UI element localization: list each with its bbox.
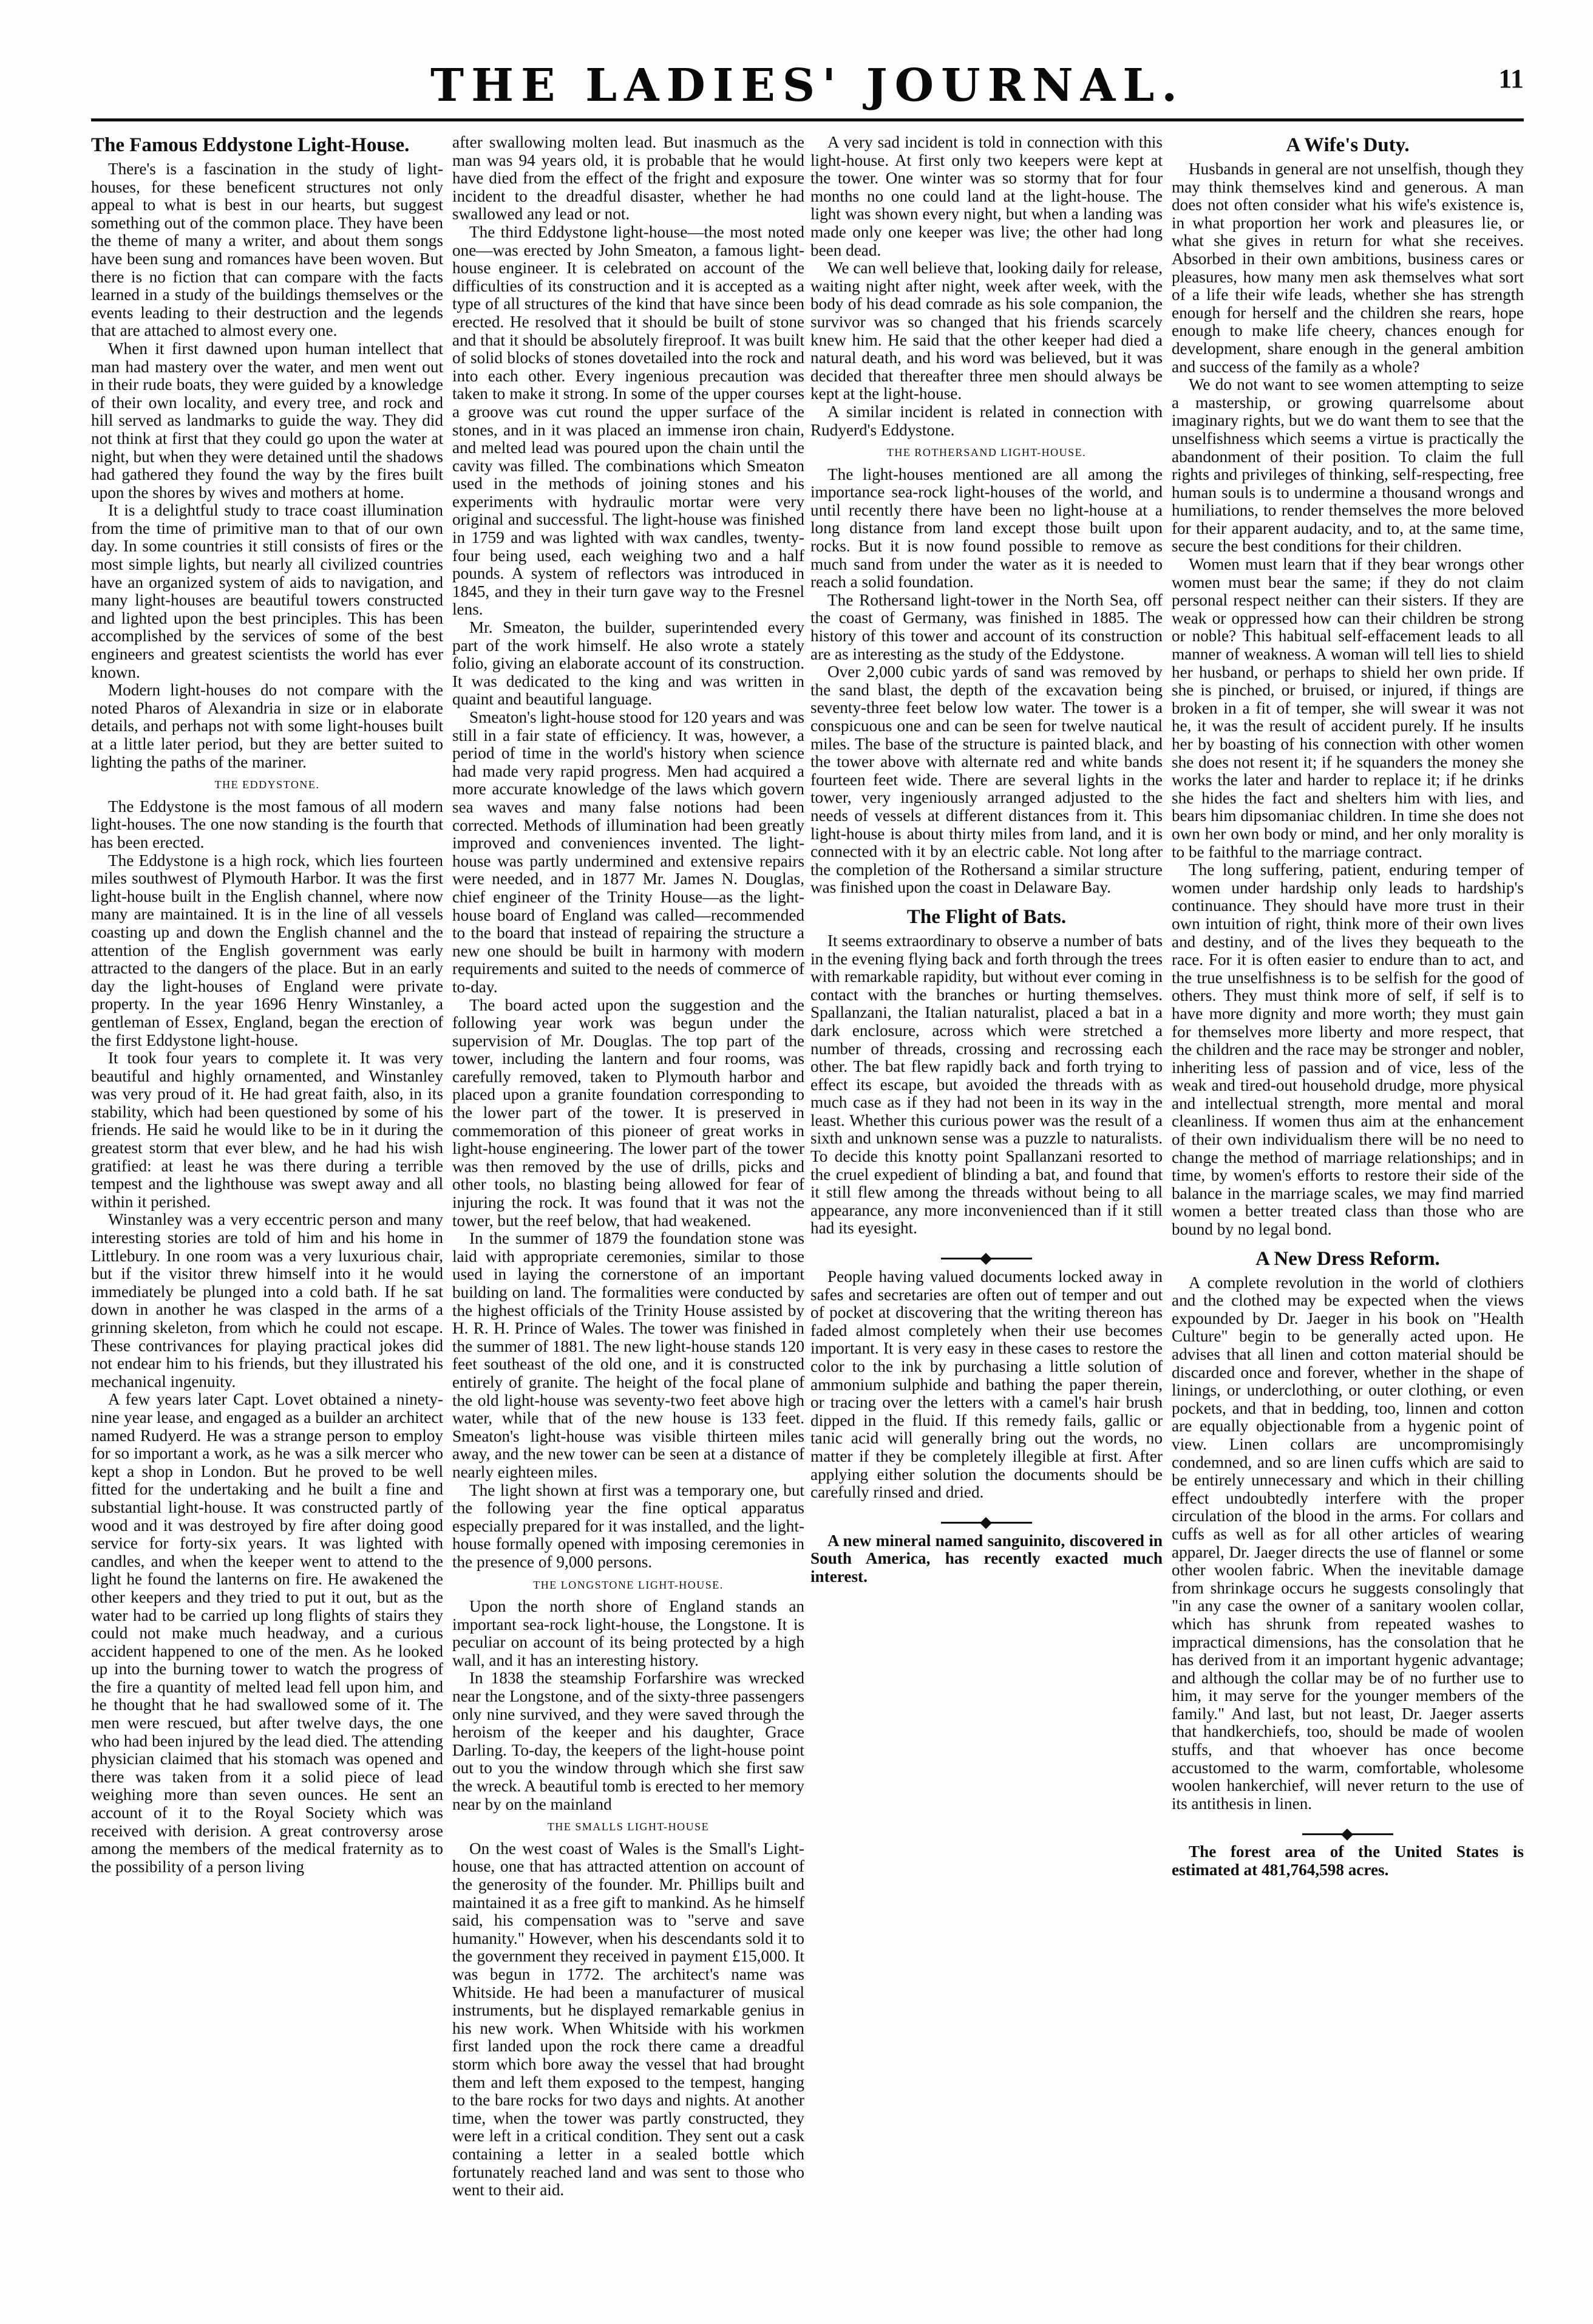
paragraph: A new mineral named sanguinito, discovered in South America, has recently exacted much interest.	[810, 1531, 1163, 1586]
section-divider	[810, 1249, 1163, 1257]
paragraph: The forest area of the United States is estimated at 481,764,598 acres.	[1172, 1842, 1524, 1879]
paragraph: It took four years to complete it. It was very beautiful and highly ornamented, and Winstanley was very proud of it. He had great faith, also, in its stability, which had been questioned by some of his friends. He said he would like to be in it during the greatest storm that ever blew, and he had his wish gratified: at least he was there during a terrible tempest and the lighthouse was swept away and all within it perished.	[91, 1049, 443, 1211]
wife-title: A Wife's Duty.	[1286, 134, 1410, 156]
paragraph: Husbands in general are not unselfish, though they may think themselves kind and generous. A man does not often consider what his wife's existence is, in what proportion her work and pleasures lie, or what she gives in return for what she receives. Absorbed in their own ambitions, business cares or pleasures, how many men ask themselves what sort of a life their wife leads, whether she has strength enough for herself and the children she rears, hope enough to make life cheery, chances enough for development, share enough in the general ambition and success of the family as a whole?	[1172, 160, 1524, 376]
paragraph: It seems extraordinary to observe a number of bats in the evening flying back and forth through the trees with remarkable rapidity, but without ever coming in contact with the branches or hurting themselves. Spallanzani, the Italian naturalist, placed a bat in a dark enclosure, across which were stretched a number of threads, crossing and recrossing each other. The bat flew rapidly back and forth trying to effect its escape, but avoided the threads with as much case as if they had not been in its way in the least. Whether this curious power was the result of a sixth and unknown sense was a puzzle to naturalists. To decide this knotty point Spallanzani resorted to the cruel expedient of blinding a bat, and found that it still flew among the threads without being to all appearance, any more inconvenienced than if it still had its eyesight.	[810, 931, 1163, 1238]
paragraph: The board acted upon the suggestion and the following year work was begun under the supervision of Mr. Douglas. The top part of the tower, including the lantern and four rooms, was carefully removed, taken to Plymouth harbor and placed upon a granite foundation corresponding to the lower part of the tower. It is preserved in commemoration of this pioneer of great works in light-house engineering. The lower part of the tower was then removed by the use of drills, picks and other tools, no blasting being allowed for fear of injuring the rock. It was found that it was not the tower, but the reef below, that had weakened.	[452, 995, 804, 1230]
masthead-rule	[91, 118, 1524, 121]
column-2	[452, 134, 804, 2200]
paragraph: A few years later Capt. Lovet obtained a ninety-nine year lease, and engaged as a builder an architect named Rudyerd. He was a strange person to employ for so important a work, as he was a silk mercer who kept a shop in London. But he proved to be well fitted for the undertaking and he built a fine and substantial light-house. It was constructed partly of wood and it was destroyed by fire after doing good service for forty-six years. It was lighted with candles, and when the keeper went to attend to the light he found the lanterns on fire. He awakened the other keepers and they tried to put it out, but as the water had to be carried up long flights of stairs they could not make much headway, and a curious accident happened to one of the men. As he looked up into the burning tower to watch the progress of the fire a quantity of melted lead fell upon him, and he thought that he had swallowed some of it. The men were rescued, but after twelve days, the one who had been injured by the lead died. The attending physician claimed that his stomach was opened and there was taken from it a solid piece of lead weighing more than seven ounces. He sent an account of it to the Royal Society which was received with derision. A great controversy arose among the members of the medical fraternity as to the possibility of a person living	[91, 1390, 443, 1876]
paragraph: The Eddystone is the most famous of all modern light-houses. The one now standing is the fourth that has been erected.	[91, 797, 443, 851]
paragraph: In 1838 the steamship Forfarshire was wrecked near the Longstone, and of the sixty-three passengers only nine survived, and they were saved through the heroism of the keeper and his daughter, Grace Darling. To-day, the keepers of the light-house point out to you the window through which she first saw the wreck. A beautiful tomb is erected to her memory near by on the mainland	[452, 1669, 804, 1813]
section-divider	[1172, 1824, 1524, 1832]
paragraph: The Rothersand light-tower in the North Sea, off the coast of Germany, was finished in 1885. The history of this tower and account of its construction are as interesting as the study of the Eddystone.	[810, 590, 1163, 663]
bats-title: The Flight of Bats.	[906, 905, 1067, 928]
column-4	[1172, 134, 1524, 1879]
paragraph: In the summer of 1879 the foundation stone was laid with appropriate ceremonies, similar to those used in laying the cornerstone of an important building on land. The formalities were conducted by the highest officials of the Trinity House assisted by H. R. H. Prince of Wales. The tower was finished in the summer of 1881. The new light-house stands 120 feet southeast of the old one, and it is constructed entirely of granite. The height of the focal plane of the old light-house was seventy-two feet above high water, while that of the new house is 133 feet. Smeaton's light-house was visible thirteen miles away, and the new tower can be seen at a distance of nearly eighteen miles.	[452, 1229, 804, 1481]
paragraph: after swallowing molten lead. But inasmuch as the man was 94 years old, it is probable that he would have died from the effect of the fright and exposure incident to the dreadful disaster, whether he had swallowed any lead or not.	[452, 133, 804, 223]
subheading-rothersand: THE ROTHERSAND LIGHT-HOUSE.	[886, 446, 1087, 459]
section-divider	[810, 1513, 1163, 1521]
dress-title: A New Dress Reform.	[1255, 1247, 1440, 1270]
paragraph: Upon the north shore of England stands an important sea-rock light-house, the Longstone. It is peculiar on account of its being protected by a high wall, and it has an interesting history.	[452, 1597, 804, 1669]
paragraph: Modern light-houses do not compare with the noted Pharos of Alexandria in size or in elaborate details, and perhaps not with some light-houses built at a little later period, but they are better suited to lighting the paths of the mariner.	[91, 681, 443, 771]
paragraph: We can well believe that, looking daily for release, waiting night after night, week after week, with the body of his dead comrade as his sole companion, the survivor was so changed that his friends scarcely knew him. He said that the other keeper had died a natural death, and his word was believed, but it was decided that thereafter three men should always be kept at the light-house.	[810, 259, 1163, 403]
paragraph: When it first dawned upon human intellect that man had mastery over the water, and men went out in their rude boats, they were guided by a knowledge of their own locality, and every tree, and rock and hill served as landmarks to guide the way. They did not think at first that they could go upon the water at night, but when they were detained until the shadows had gathered they found the way by the fires built upon the shores by wives and mothers at home.	[91, 339, 443, 502]
column-1	[91, 134, 443, 1876]
paragraph: Winstanley was a very eccentric person and many interesting stories are told of him and his home in Littlebury. In one room was a very luxurious chair, but if the visitor threw himself into it he would immediately be plunged into a cold bath. If he sat down in another he was clasped in the arms of a grinning skeleton, from which he could not escape. These contrivances for playing practical jokes did not endear him to his friends, but they illustrated his mechanical ingenuity.	[91, 1210, 443, 1391]
subheading-smalls: THE SMALLS LIGHT-HOUSE	[547, 1821, 710, 1833]
page-number: 11	[1498, 64, 1524, 94]
eddystone-title: The Famous Eddystone Light-House.	[91, 134, 410, 156]
paragraph: Mr. Smeaton, the builder, superintended every part of the work himself. He also wrote a stately folio, giving an elaborate account of its construction. It was dedicated to the king and was written in quaint and beautiful language.	[452, 618, 804, 709]
masthead	[91, 55, 1524, 112]
subheading-eddystone: THE EDDYSTONE.	[214, 779, 320, 791]
paragraph: We do not want to see women attempting to seize a mastership, or growing quarrelsome about imaginary rights, but we do want them to see that the unselfishness which seems a virtue is practically the abandonment of their position. To claim the full rights and privileges of thinking, self-respecting, free human souls is to undermine a thousand wrongs and humiliations, to render themselves the more beloved for their apparent audacity, and to, at the same time, secure the best conditions for their children.	[1172, 375, 1524, 556]
paragraph: Women must learn that if they bear wrongs other women must bear the same; if they do not claim personal respect neither can their sisters. If they are weak or oppressed how can their children be strong or noble? This habitual self-effacement leads to all manner of weakness. A woman will tell lies to shield her husband, or perhaps to shield her own pride. If she is pinched, or bruised, or injured, if things are broken in a fit of temper, she will swear it was not he, it was the result of accident purely. If he insults her by boasting of his connection with other women she does not resent it; if he squanders the money she works the later and harder to replace it; if he drinks she hides the fact and shelters him with lies, and bears him dipsomaniac children. In time she does not own her own body or mind, and her only morality is to be faithful to the marriage contract.	[1172, 555, 1524, 861]
paragraph: Over 2,000 cubic yards of sand was removed by the sand blast, the depth of the excavation being seventy-three feet below low water. The tower is a conspicuous one and can be seen for twelve nautical miles. The base of the structure is painted black, and the tower above with alternate red and white bands fourteen feet wide. There are several lights in the tower, very ingeniously arranged adjusted to the needs of vessels at different distances from it. This light-house is about thirty miles from land, and it is connected with it by an electric cable. Not long after the completion of the Rothersand a similar structure was finished upon the coast in Delaware Bay.	[810, 663, 1163, 897]
subheading-longstone: THE LONGSTONE LIGHT-HOUSE.	[533, 1578, 724, 1591]
paragraph: The long suffering, patient, enduring temper of women under hardship only leads to hardship's continuance. They should have more trust in their own intuition of right, think more of their own lives and destiny, and of the lives they bequeath to the race. For it is often easier to endure than to act, and the true unselfishness is to be selfish for the good of others. They must think more of self, if self is to have more dignity and more worth; they must gain for themselves more liberty and more respect, that the children and the race may be stronger and nobler, inheriting less of passion and of vice, less of the weak and tired-out household drudge, more physical and intellectual strength, more mental and moral cleanliness. If women thus aim at the enhancement of their own individualism there will be no need to change the method of marriage relationships; and in time, by women's efforts to restore their side of the balance in the marriage scales, we may find married women a better treated class than those who are bound by no legal bond.	[1172, 860, 1524, 1239]
paragraph: The light-houses mentioned are all among the importance sea-rock light-houses of the world, and until recently there have been no light-house at a long distance from land except those built upon rocks. But it is now found possible to remove as much sand from under the water as it is needed to reach a solid foundation.	[810, 465, 1163, 591]
paragraph: A similar incident is related in connection with Rudyerd's Eddystone.	[810, 402, 1163, 439]
journal-title: THE LADIES' JOURNAL.	[430, 60, 1184, 112]
paragraph: A complete revolution in the world of clothiers and the clothed may be expected when the views expounded by Dr. Jaeger in his book on "Health Culture" begin to be generally acted upon. He advises that all linen and cotton material should be discarded once and forever, whether in the shape of linings, or underclothing, or outer clothing, or even pockets, and that in bedding, too, linnen and cotton are equally objectionable from a hygenic point of view. Linen collars are uncompromisingly condemned, and so are linen cuffs which are said to be entirely unnecessary and which in their chilling effect undoubtedly interfere with the proper circulation of the blood in the arms. For collars and cuffs as well as for all other articles of wearing apparel, Dr. Jaeger directs the use of flannel or some other woolen fabric. When the inevitable damage from shrinkage occurs he suggests consolingly that "in any case the owner of a sanitary woolen collar, which has shrunk from repeated washes to impractical dimensions, has the consolation that he has derived from it an important hygenic advantage; and although the collar may be of no further use to him, it may serve for the younger members of the family." And last, but not least, Dr. Jaeger asserts that handkerchiefs, too, should be made of woolen stuffs, and that whoever has once become accustomed to the warm, comfortable, wholesome woolen hankerchief, will never return to the use of its antithesis in linen.	[1172, 1273, 1524, 1813]
paragraph: A very sad incident is told in connection with this light-house. At first only two keepers were kept at the tower. One winter was so stormy that for four months no one could land at the light-house. The light was shown every night, but when a landing was made only one keeper was live; the other had long been dead.	[810, 133, 1163, 259]
paragraph: There's is a fascination in the study of light-houses, for these beneficent structures not only appeal to what is best in our hearts, but suggest something out of the common place. They have been the theme of many a writer, and about them songs have been sung and romances have been woven. But there is no fiction that can compare with the facts learned in a study of the buildings themselves or the events leading to their destruction and the legends that are attached to almost every one.	[91, 160, 443, 340]
paragraph: The light shown at first was a temporary one, but the following year the fine optical apparatus especially prepared for it was installed, and the light-house formally opened with imposing ceremonies in the presence of 9,000 persons.	[452, 1481, 804, 1571]
paragraph: The Eddystone is a high rock, which lies fourteen miles southwest of Plymouth Harbor. It was the first light-house built in the English channel, where now many are maintained. It is in the line of all vessels coasting up and down the English channel and the attention of the English government was early attracted to the dangers of the place. But in an early day the light-houses of England were private property. In the year 1696 Henry Winstanley, a gentleman of Essex, England, began the erection of the first Eddystone light-house.	[91, 851, 443, 1049]
paragraph: On the west coast of Wales is the Small's Light-house, one that has attracted attention on account of the generosity of the founder. Mr. Phillips built and maintained it as a free gift to mankind. As he himself said, his compensation was to "serve and save humanity." However, when his descendants sold it to the government they received in payment £15,000. It was begun in 1772. The architect's name was Whitside. He had been a manufacturer of musical instruments, but he displayed remarkable genius in his new work. When Whitside with his workmen first landed upon the rock there came a dreadful storm which bore away the vessel that had brought them and left them exposed to the tempest, hanging to the bare rocks for two days and nights. At another time, when the tower was partly constructed, they were left in a critical condition. They sent out a cask containing a letter in a sealed bottle which fortunately reached land and was sent to those who went to their aid.	[452, 1839, 804, 2200]
paragraph: The third Eddystone light-house—the most noted one—was erected by John Smeaton, a famous light-house engineer. It is celebrated on account of the difficulties of its construction and it is accepted as a type of all structures of the kind that have since been erected. He resolved that it should be built of stone and that it should be absolutely fireproof. It was built of solid blocks of stones dovetailed into the rock and into each other. Every ingenious precaution was taken to make it strong. In some of the upper courses a groove was cut round the upper surface of the stones, and in it was placed an immense iron chain, and melted lead was poured upon the chain until the cavity was filled. The combinations which Smeaton used in the methods of joining stones and his experiments with hydraulic mortar were very original and successful. The light-house was finished in 1759 and was lighted with wax candles, twenty-four being used, each weighing two and a half pounds. A system of reflectors was introduced in 1845, and they in their turn gave way to the Fresnel lens.	[452, 222, 804, 619]
paragraph: Smeaton's light-house stood for 120 years and was still in a fair state of efficiency. It was, however, a period of time in the world's history when science had made very rapid progress. Men had acquired a more accurate knowledge of the laws which govern sea waves and many false notions had been corrected. Methods of illumination had been greatly improved and conveniences invented. The light-house was partly undermined and extensive repairs were needed, and in 1877 Mr. James N. Douglas, chief engineer of the Trinity House—as the light-house board of England was called—recommended to the board that instead of repairing the structure a new one should be built in harmony with modern requirements and suited to the needs of commerce of to-day.	[452, 708, 804, 996]
paragraph: People having valued documents locked away in safes and secretaries are often out of temper and out of pocket at discovering that the writing thereon has faded almost completely when their use becomes important. It is very easy in these cases to restore the color to the ink by purchasing a little solution of ammonium sulphide and bathing the paper therein, or tracing over the letters with a camel's hair brush dipped in the fluid. If this remedy fails, gallic or tanic acid will generally bring out the words, no matter if they be completely illegible at first. After applying either solution the documents should be carefully rinsed and dried.	[810, 1267, 1163, 1502]
paragraph: It is a delightful study to trace coast illumination from the time of primitive man to that of our own day. In some countries it still consists of fires or the most simple lights, but nearly all civilized countries have an organized system of aids to navigation, and many light-houses are beautiful towers constructed and lighted upon the best principles. This has been accomplished by the services of some of the best engineers and greatest scientists the world has ever known.	[91, 501, 443, 681]
column-3	[810, 134, 1163, 1586]
